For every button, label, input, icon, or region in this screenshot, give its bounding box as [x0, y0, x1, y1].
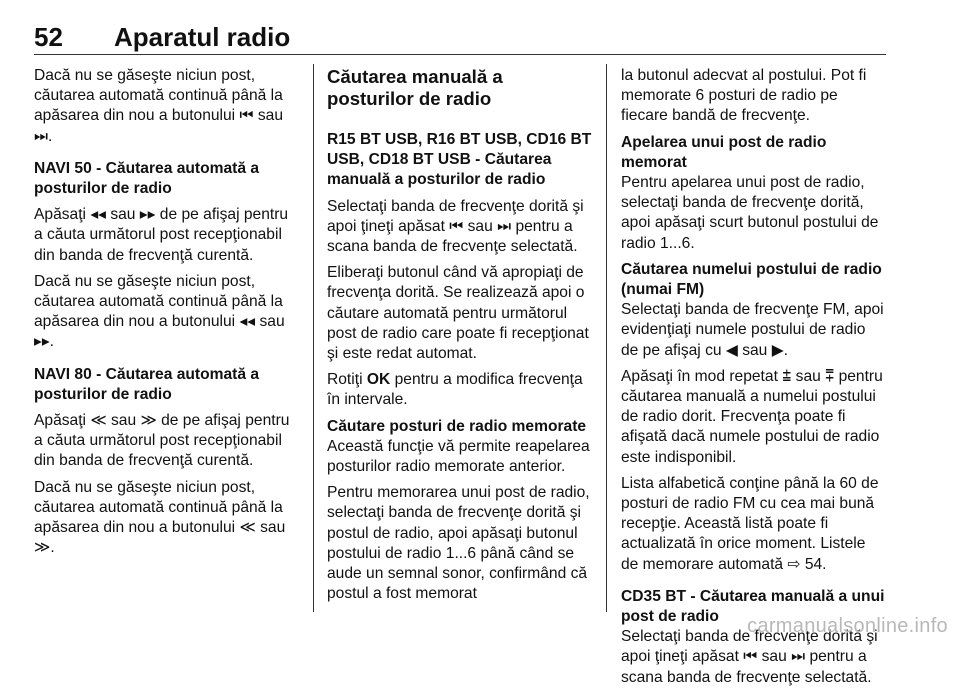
section-heading: R15 BT USB, R16 BT USB, CD16 BT USB, CD18 BT USB - Căutarea manuală a posturilor de radio	[327, 131, 592, 189]
page-header	[34, 22, 886, 52]
paragraph: Apăsaţi ≪ sau ≫ de pe afişaj pentru a căuta următorul post recepţionabil din banda de frecvenţă curentă.	[34, 412, 290, 470]
page-number: 52	[34, 22, 63, 52]
section-title: Căutarea manuală a posturilor de radio	[327, 66, 503, 109]
subheading: Căutarea numelui postului de radio (numai FM)	[621, 260, 882, 299]
column-3	[621, 66, 887, 694]
section-heading: NAVI 80 - Căutarea automată a posturilor de radio	[34, 365, 260, 403]
section-heading: NAVI 50 - Căutarea automată a posturilor de radio	[34, 159, 260, 198]
watermark: carmanualsonline.info	[747, 615, 948, 637]
paragraph: Dacă nu se găseşte niciun post, căutarea automată continuă până la apăsarea din nou a butonului ⏮ sau ⏭.	[34, 67, 283, 145]
paragraph: Dacă nu se găseşte niciun post, căutarea automată continuă până la apăsarea din nou a butonului ≪ sau ≫.	[34, 478, 286, 557]
column-1	[34, 66, 298, 564]
paragraph: Această funcţie vă permite reapelarea posturilor radio memorate anterior.	[327, 437, 590, 476]
paragraph: Selectaţi banda de frecvenţe dorită şi apoi ţineţi apăsat ⏮ sau ⏭ pentru a scana banda de frecvenţe selectată.	[327, 197, 584, 256]
paragraph: Pentru memorarea unui post de radio, selectaţi banda de frecvenţe dorită şi postul de radio, apoi apăsaţi butonul postului de radio 1...6 până când se aude un semnal sonor, confirmând că postul a fost memorat	[327, 484, 590, 603]
chapter-title: Aparatul radio	[114, 22, 291, 52]
paragraph: Apăsaţi ◂◂ sau ▸▸ de pe afişaj pentru a căuta următorul post recepţionabil din banda de frecvenţă curentă.	[34, 206, 289, 264]
paragraph: Pentru apelarea unui post de radio, selectaţi banda de frecvenţe dorită, apoi apăsaţi scurt butonul postului de radio 1...6.	[621, 174, 879, 252]
paragraph: Lista alfabetică conţine până la 60 de posturi de radio FM cu cea mai bună recepţie. Această listă poate fi actualizată în orice moment. Listele de memorare automată ⇨ 54.	[621, 474, 879, 573]
paragraph: Eliberaţi butonul când vă apropiaţi de frecvenţa dorită. Se realizează apoi o căutare automată pentru următorul post de radio care poate fi recepţionat şi este redat automat.	[327, 264, 589, 363]
paragraph: la butonul adecvat al postului. Pot fi memorate 6 posturi de radio pe fiecare bandă de frecvenţe.	[621, 67, 867, 125]
column-divider-1	[313, 64, 314, 612]
column-divider-2	[606, 64, 607, 612]
subheading: Apelarea unui post de radio memorat	[621, 133, 827, 171]
paragraph: Selectaţi banda de frecvenţe dorită şi apoi ţineţi apăsat ⏮ sau ⏭ pentru a scana banda de frecvenţe selectată.	[621, 628, 878, 686]
ok-button-label: OK	[366, 371, 391, 389]
paragraph: Dacă nu se găseşte niciun post, căutarea automată continuă până la apăsarea din nou a butonului ◂◂ sau ▸▸.	[34, 272, 285, 351]
paragraph: Selectaţi banda de frecvenţe FM, apoi evidenţiaţi numele postului de radio de pe afişaj cu ◀ sau ▶.	[621, 301, 884, 359]
section-heading: CD35 BT - Căutarea manuală a unui post de radio	[621, 587, 885, 626]
column-2	[327, 66, 593, 610]
header-rule	[34, 54, 886, 55]
paragraph: Apăsaţi în mod repetat ⩲ sau ⩱ pentru căutarea manuală a numelui postului de radio dorit. Frecvenţa poate fi afişată dacă numele postului de radio este indisponibil.	[621, 367, 883, 466]
subheading: Căutare posturi de radio memorate	[327, 417, 587, 435]
paragraph: Rotiţi OK pentru a modifica frecvenţa în intervale.	[327, 371, 583, 409]
